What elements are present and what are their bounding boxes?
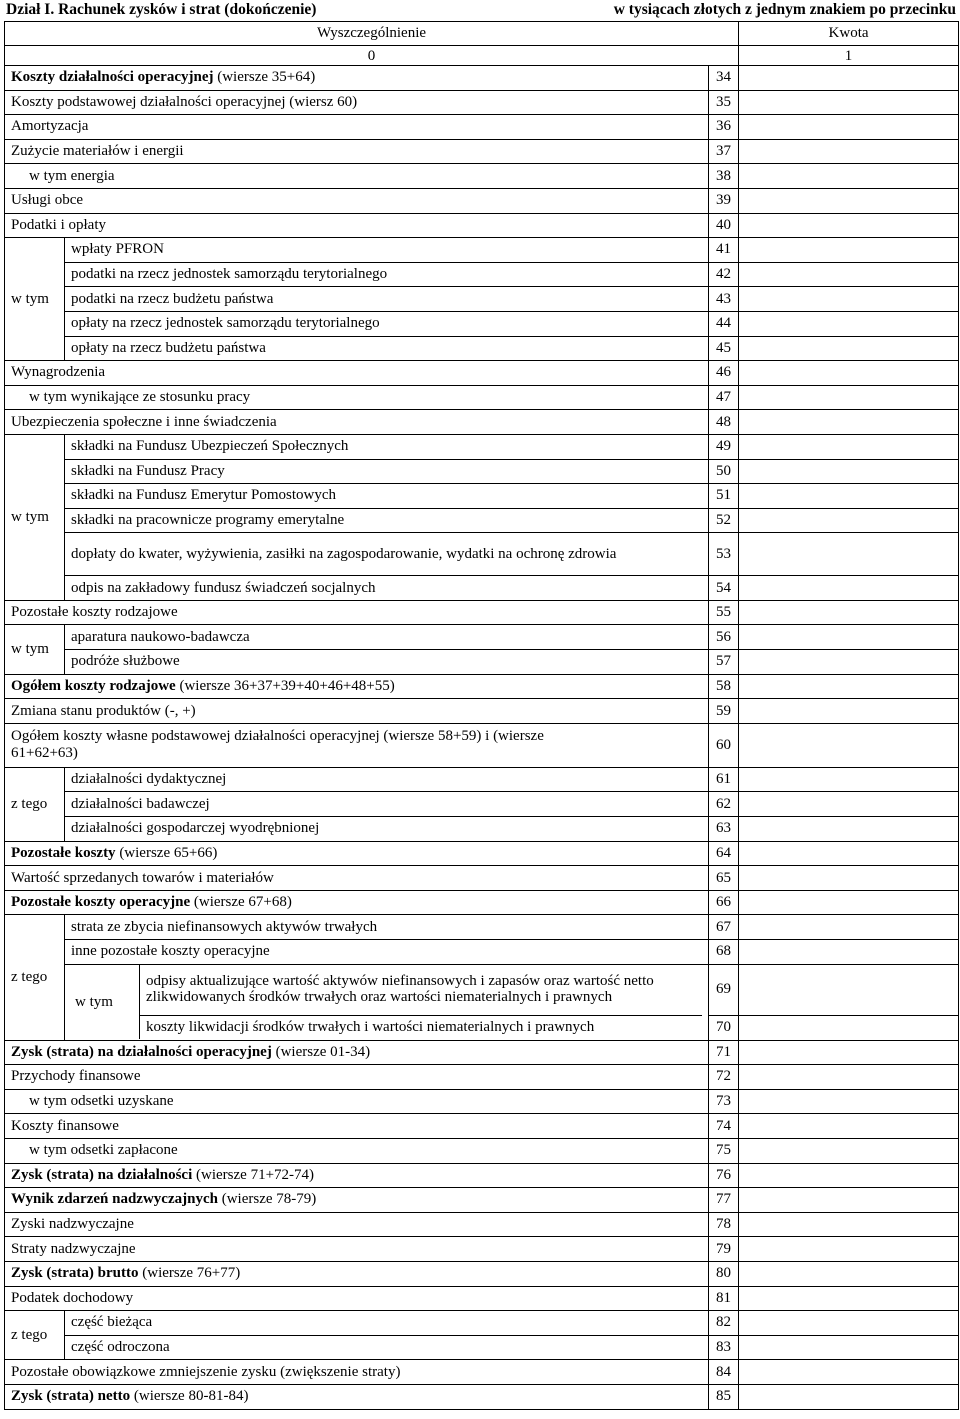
amount-cell[interactable]: [739, 866, 959, 891]
table-row: [5, 576, 959, 601]
row-number: 70: [709, 1016, 739, 1040]
table-row: [5, 1212, 959, 1237]
row-label: opłaty na rzecz budżetu państwa: [65, 336, 709, 361]
row-label: składki na Fundusz Pracy: [65, 459, 709, 484]
unit-note: w tysiącach złotych z jednym znakiem po przecinku: [613, 1, 956, 18]
row-label: odpisy aktualizujące wartość aktywów niefinansowych i zapasów oraz wartość netto zlikwidowanych środków trwałych oraz wartości niematerialnych i prawnych: [140, 965, 703, 1015]
table-row: [5, 723, 959, 767]
amount-cell[interactable]: [739, 336, 959, 361]
column-index-amount: 1: [739, 46, 959, 66]
table-row: [5, 650, 959, 675]
row-number: 45: [709, 336, 739, 361]
table-row: [5, 385, 959, 410]
table-row: [5, 1114, 959, 1139]
table-row: [5, 1311, 959, 1336]
row-number: 35: [709, 90, 739, 115]
row-label: Podatki i opłaty: [5, 213, 709, 238]
nested-cell: [65, 964, 709, 1040]
row-label-detail: (wiersze 76+77): [138, 1265, 241, 1282]
amount-cell[interactable]: [739, 188, 959, 213]
row-label: Zysk (strata) netto: [11, 1388, 131, 1405]
row-number: 65: [709, 866, 739, 891]
row-number: 85: [709, 1384, 739, 1409]
row-label: Zmiana stanu produktów (-, +): [5, 699, 709, 724]
row-number: 76: [709, 1163, 739, 1188]
amount-cell[interactable]: [739, 1040, 959, 1065]
row-label: Ogółem koszty własne podstawowej działalności operacyjnej (wiersze 58+59) i (wiersze 61+62+63): [5, 723, 709, 767]
row-label-detail: (wiersze 35+64): [213, 69, 316, 86]
row-label: aparatura naukowo-badawcza: [65, 625, 709, 650]
row-label: Koszty podstawowej działalności operacyjnej (wiersz 60): [5, 90, 709, 115]
table-row: [5, 1040, 959, 1065]
amount-cell[interactable]: [739, 674, 959, 699]
row-label: część odroczona: [65, 1335, 709, 1360]
row-number: 42: [709, 262, 739, 287]
row-label: Pozostałe koszty: [11, 844, 116, 861]
row-number: 78: [709, 1212, 739, 1237]
table-row: [5, 484, 959, 509]
row-label-detail: (wiersze 36+37+39+40+46+48+55): [175, 677, 395, 694]
row-number: 56: [709, 625, 739, 650]
amount-cell[interactable]: [739, 385, 959, 410]
table-row: [5, 1286, 959, 1311]
row-number: 61: [709, 767, 739, 792]
row-number: 71: [709, 1040, 739, 1065]
subgroup-label: w tym: [75, 994, 113, 1011]
table-row: [5, 213, 959, 238]
row-number: 40: [709, 213, 739, 238]
row-number: 81: [709, 1286, 739, 1311]
amount-cell[interactable]: [739, 625, 959, 650]
amount-cell[interactable]: [739, 533, 959, 576]
page-header: [0, 0, 960, 21]
row-number: 41: [709, 238, 739, 263]
row-label: działalności dydaktycznej: [65, 767, 709, 792]
income-statement-table: [4, 21, 959, 1410]
table-row: [5, 792, 959, 817]
table-row: [71, 965, 702, 1015]
table-row: [5, 1188, 959, 1213]
group-label: z tego: [5, 767, 65, 841]
row-number: 43: [709, 287, 739, 312]
row-label: koszty likwidacji środków trwałych i wartości niematerialnych i prawnych: [140, 1015, 703, 1039]
group-label: w tym: [5, 625, 65, 674]
row-number: 84: [709, 1360, 739, 1385]
row-number: 48: [709, 410, 739, 435]
table-row: [5, 1335, 959, 1360]
amount-cell[interactable]: [739, 1286, 959, 1311]
table-row: [5, 533, 959, 576]
table-row: [5, 188, 959, 213]
amount-cell[interactable]: [739, 841, 959, 866]
row-number: 37: [709, 139, 739, 164]
row-number: 39: [709, 188, 739, 213]
row-label: Zysk (strata) na działalności: [11, 1166, 193, 1183]
row-label: działalności gospodarczej wyodrębnionej: [65, 817, 709, 842]
table-row: [5, 361, 959, 386]
row-label: w tym energia: [5, 164, 709, 189]
amount-cell[interactable]: [739, 1360, 959, 1385]
section-title: Dział I. Rachunek zysków i strat (dokończenie): [6, 1, 317, 18]
amount-cell[interactable]: [739, 1089, 959, 1114]
amount-cell[interactable]: [739, 90, 959, 115]
amount-cell[interactable]: [739, 459, 959, 484]
amount-cell[interactable]: [739, 139, 959, 164]
row-label: opłaty na rzecz jednostek samorządu terytorialnego: [65, 311, 709, 336]
table-row: [5, 600, 959, 625]
amount-cell[interactable]: [739, 940, 959, 965]
row-label: część bieżąca: [65, 1311, 709, 1336]
group-label: w tym: [5, 434, 65, 600]
table-row: [5, 1360, 959, 1385]
amount-cell[interactable]: [739, 964, 959, 1016]
amount-cell[interactable]: [739, 650, 959, 675]
row-number: 64: [709, 841, 739, 866]
amount-cell[interactable]: [739, 1237, 959, 1262]
row-number: 82: [709, 1311, 739, 1336]
table-row: [5, 287, 959, 312]
row-number: 49: [709, 434, 739, 459]
amount-cell[interactable]: [739, 508, 959, 533]
row-number: 53: [709, 533, 739, 576]
table-row: [5, 1237, 959, 1262]
amount-cell[interactable]: [739, 1335, 959, 1360]
column-header-amount: Kwota: [739, 22, 959, 46]
table-row: [5, 164, 959, 189]
row-number: 36: [709, 115, 739, 140]
amount-cell[interactable]: [739, 1138, 959, 1163]
table-row: [5, 1065, 959, 1090]
row-label: podatki na rzecz jednostek samorządu terytorialnego: [65, 262, 709, 287]
amount-cell[interactable]: [739, 915, 959, 940]
table-row: [5, 410, 959, 435]
row-label-detail: (wiersze 67+68): [190, 894, 292, 911]
row-label: Zysk (strata) na działalności operacyjnej: [11, 1043, 272, 1060]
row-label: strata ze zbycia niefinansowych aktywów trwałych: [65, 915, 709, 940]
table-row: [5, 1138, 959, 1163]
row-number: 73: [709, 1089, 739, 1114]
column-header-row: [5, 22, 959, 46]
row-label: Zużycie materiałów i energii: [5, 139, 709, 164]
table-row: [5, 767, 959, 792]
table-row: [5, 674, 959, 699]
row-label-detail: (wiersze 80-81-84): [130, 1388, 249, 1405]
amount-cell[interactable]: [739, 361, 959, 386]
row-label: Koszty działalności operacyjnej: [11, 69, 214, 86]
row-number: 57: [709, 650, 739, 675]
amount-cell[interactable]: [739, 1188, 959, 1213]
table-row: [5, 90, 959, 115]
amount-cell[interactable]: [739, 410, 959, 435]
row-number: 55: [709, 600, 739, 625]
amount-cell[interactable]: [739, 817, 959, 842]
amount-cell[interactable]: [739, 699, 959, 724]
row-number: 47: [709, 385, 739, 410]
amount-cell[interactable]: [739, 213, 959, 238]
amount-cell[interactable]: [739, 1114, 959, 1139]
table-row: [5, 940, 959, 965]
group-label: z tego: [5, 1311, 65, 1360]
table-row: [5, 866, 959, 891]
row-label: Wynagrodzenia: [5, 361, 709, 386]
amount-cell[interactable]: [739, 66, 959, 91]
row-label: w tym odsetki zapłacone: [5, 1138, 709, 1163]
row-number: 75: [709, 1138, 739, 1163]
row-number: 67: [709, 915, 739, 940]
row-label: Pozostałe obowiązkowe zmniejszenie zysku (zwiększenie straty): [5, 1360, 709, 1385]
row-label: wpłaty PFRON: [65, 238, 709, 263]
row-label: Podatek dochodowy: [5, 1286, 709, 1311]
row-number: 69: [709, 964, 739, 1016]
row-number: 80: [709, 1261, 739, 1286]
column-index-row: [5, 46, 959, 66]
row-label: Pozostałe koszty operacyjne: [11, 894, 191, 911]
row-label: Straty nadzwyczajne: [5, 1237, 709, 1262]
table-row: [5, 66, 959, 91]
amount-cell[interactable]: [739, 1163, 959, 1188]
row-label: składki na pracownicze programy emerytalne: [65, 508, 709, 533]
table-row: [5, 1089, 959, 1114]
amount-cell[interactable]: [739, 484, 959, 509]
table-row: [5, 238, 959, 263]
table-row: [5, 115, 959, 140]
table-row: [5, 459, 959, 484]
amount-cell[interactable]: [739, 262, 959, 287]
group-label: z tego: [5, 915, 65, 1040]
nested-table: [71, 965, 702, 1039]
column-index-desc: 0: [5, 46, 739, 66]
row-number: 50: [709, 459, 739, 484]
row-label: działalności badawczej: [65, 792, 709, 817]
row-number: 62: [709, 792, 739, 817]
row-number: 58: [709, 674, 739, 699]
row-label-detail: (wiersze 65+66): [115, 844, 218, 861]
row-label: inne pozostałe koszty operacyjne: [65, 940, 709, 965]
row-number: 38: [709, 164, 739, 189]
row-label: w tym odsetki uzyskane: [5, 1089, 709, 1114]
row-label: podróże służbowe: [65, 650, 709, 675]
row-number: 46: [709, 361, 739, 386]
row-label: Usługi obce: [5, 188, 709, 213]
row-label-detail: (wiersze 01-34): [271, 1043, 371, 1060]
amount-cell[interactable]: [739, 164, 959, 189]
column-header-desc: Wyszczególnienie: [5, 22, 739, 46]
row-label-detail: (wiersze 71+72-74): [192, 1166, 315, 1183]
amount-cell[interactable]: [739, 1212, 959, 1237]
table-row: [5, 336, 959, 361]
row-label: Wartość sprzedanych towarów i materiałów: [5, 866, 709, 891]
amount-cell[interactable]: [739, 1384, 959, 1409]
row-number: 74: [709, 1114, 739, 1139]
table-row: [5, 262, 959, 287]
table-row: [5, 890, 959, 915]
row-label: składki na Fundusz Emerytur Pomostowych: [65, 484, 709, 509]
row-number: 44: [709, 311, 739, 336]
row-number: 83: [709, 1335, 739, 1360]
amount-cell[interactable]: [739, 600, 959, 625]
row-number: 51: [709, 484, 739, 509]
amount-cell[interactable]: [739, 890, 959, 915]
row-label: składki na Fundusz Ubezpieczeń Społecznych: [65, 434, 709, 459]
amount-cell[interactable]: [739, 311, 959, 336]
row-label: w tym wynikające ze stosunku pracy: [5, 385, 709, 410]
row-label: Zyski nadzwyczajne: [5, 1212, 709, 1237]
row-number: 72: [709, 1065, 739, 1090]
table-row: [5, 508, 959, 533]
row-label: podatki na rzecz budżetu państwa: [65, 287, 709, 312]
row-label: Zysk (strata) brutto: [11, 1265, 139, 1282]
amount-cell[interactable]: [739, 1065, 959, 1090]
table-row: [5, 964, 959, 1016]
row-label: Wynik zdarzeń nadzwyczajnych: [11, 1191, 218, 1208]
row-label: Amortyzacja: [5, 115, 709, 140]
table-row: [5, 1261, 959, 1286]
row-number: 59: [709, 699, 739, 724]
table-row: [5, 841, 959, 866]
table-row: [5, 434, 959, 459]
amount-cell[interactable]: [739, 576, 959, 601]
row-label: Pozostałe koszty rodzajowe: [5, 600, 709, 625]
row-label-detail: (wiersze 78-79): [217, 1191, 317, 1208]
row-label: odpis na zakładowy fundusz świadczeń socjalnych: [65, 576, 709, 601]
amount-cell[interactable]: [739, 115, 959, 140]
row-number: 68: [709, 940, 739, 965]
row-number: 54: [709, 576, 739, 601]
table-row: [5, 311, 959, 336]
row-label: Ogółem koszty rodzajowe: [11, 677, 176, 694]
table-row: [5, 625, 959, 650]
amount-cell[interactable]: [739, 723, 959, 767]
group-label: w tym: [5, 238, 65, 361]
table-row: [5, 139, 959, 164]
amount-cell[interactable]: [739, 287, 959, 312]
table-row: [5, 1163, 959, 1188]
amount-cell[interactable]: [739, 434, 959, 459]
row-label: Koszty finansowe: [5, 1114, 709, 1139]
table-row: [5, 817, 959, 842]
amount-cell[interactable]: [739, 1261, 959, 1286]
row-number: 34: [709, 66, 739, 91]
row-number: 77: [709, 1188, 739, 1213]
table-row: [5, 1384, 959, 1409]
amount-cell[interactable]: [739, 1311, 959, 1336]
row-number: 63: [709, 817, 739, 842]
table-row: [5, 699, 959, 724]
table-row: [5, 915, 959, 940]
row-label: Przychody finansowe: [5, 1065, 709, 1090]
amount-cell[interactable]: [739, 1016, 959, 1040]
amount-cell[interactable]: [739, 792, 959, 817]
row-number: 79: [709, 1237, 739, 1262]
row-label: dopłaty do kwater, wyżywienia, zasiłki na zagospodarowanie, wydatki na ochronę zdrowia: [65, 533, 709, 576]
row-number: 66: [709, 890, 739, 915]
table-row: [71, 1015, 702, 1039]
row-label: Ubezpieczenia społeczne i inne świadczenia: [5, 410, 709, 435]
row-number: 60: [709, 723, 739, 767]
row-number: 52: [709, 508, 739, 533]
amount-cell[interactable]: [739, 238, 959, 263]
amount-cell[interactable]: [739, 767, 959, 792]
